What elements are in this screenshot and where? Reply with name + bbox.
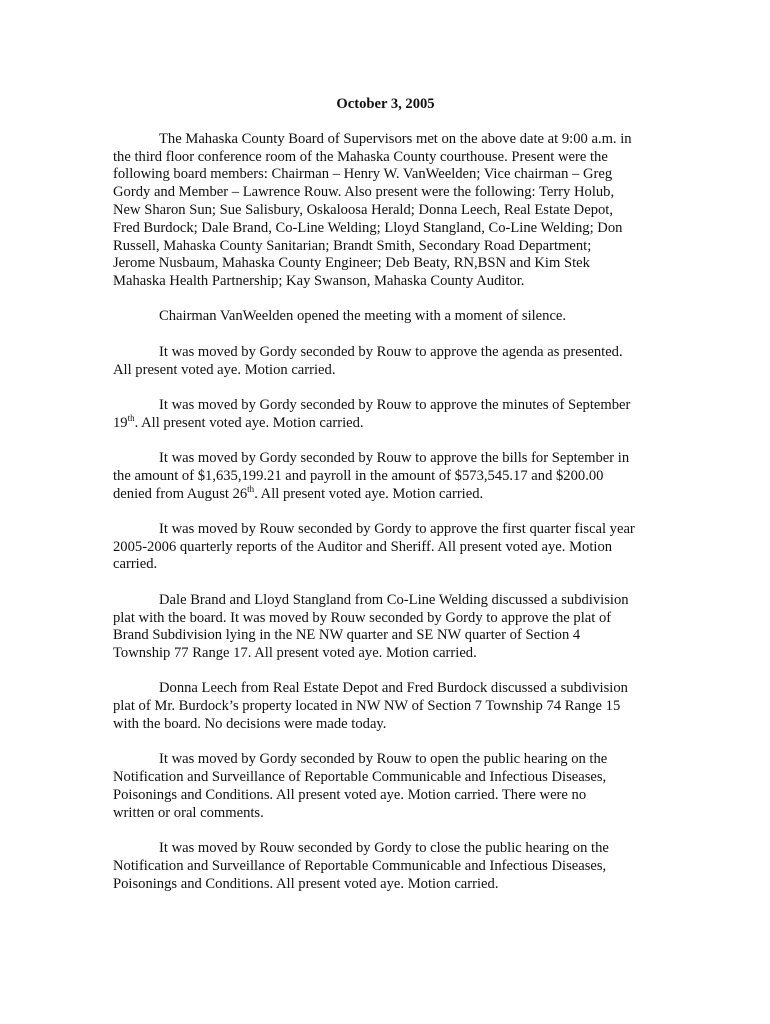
paragraph-agenda: It was moved by Gordy seconded by Rouw to approve the agenda as presented. All present voted aye. Motion carried. <box>113 343 623 378</box>
document-page <box>113 96 658 911</box>
paragraph-quarterly-reports: It was moved by Rouw seconded by Gordy to approve the first quarter fiscal year 2005-2006 quarterly reports of the Auditor and Sheriff. All present voted aye. Motion carried. <box>113 520 635 573</box>
document-date: October 3, 2005 <box>336 96 435 112</box>
paragraph-bills: It was moved by Gordy seconded by Rouw to approve the bills for September in the amount of $1,635,199.21 and payroll in the amount of $573,545.17 and $200.00 denied from August 26th. All present voted aye. Motion carried. <box>113 449 630 502</box>
paragraph-opening: Chairman VanWeelden opened the meeting with a moment of silence. <box>159 308 567 325</box>
paragraph-minutes: It was moved by Gordy seconded by Rouw to approve the minutes of September 19th. All present voted aye. Motion carried. <box>113 396 631 431</box>
paragraph-attendance: The Mahaska County Board of Supervisors met on the above date at 9:00 a.m. in the third floor conference room of the Mahaska County courthouse. Present were the following board members: Chairman – Henry W. VanWeelden; Vice chairman – Greg Gordy and Member – Lawrence Rouw. Also present were the following: Terry Holub, New Sharon Sun; Sue Salisbury, Oskaloosa Herald; Donna Leech, Real Estate Depot, Fred Burdock; Dale Brand, Co-Line Welding; Lloyd Stangland, Co-Line Welding; Don Russell, Mahaska County Sanitarian; Brandt Smith, Secondary Road Department; Jerome Nusbaum, Mahaska County Engineer; Deb Beaty, RN,BSN and Kim Stek Mahaska Health Partnership; Kay Swanson, Mahaska County Auditor. <box>113 130 632 290</box>
paragraph-close-hearing: It was moved by Rouw seconded by Gordy to close the public hearing on the Notification and Surveillance of Reportable Communicable and Infectious Diseases, Poisonings and Conditions. All present voted aye. Motion carried. <box>113 840 609 892</box>
paragraph-burdock-plat: Donna Leech from Real Estate Depot and Fred Burdock discussed a subdivision plat of Mr. Burdock’s property located in NW NW of Section 7 Township 74 Range 15 with the board. No decisions were made today. <box>113 680 628 733</box>
paragraph-open-hearing: It was moved by Gordy seconded by Rouw to open the public hearing on the Notification and Surveillance of Reportable Communicable and Infectious Diseases, Poisonings and Conditions. All present voted aye. Motion carried. There were no written or oral comments. <box>113 751 608 821</box>
paragraph-brand-subdivision: Dale Brand and Lloyd Stangland from Co-Line Welding discussed a subdivision plat with the board. It was moved by Rouw seconded by Gordy to approve the plat of Brand Subdivision lying in the NE NW quarter and SE NW quarter of Section 4 Township 77 Range 17. All present voted aye. Motion carried. <box>113 591 629 662</box>
